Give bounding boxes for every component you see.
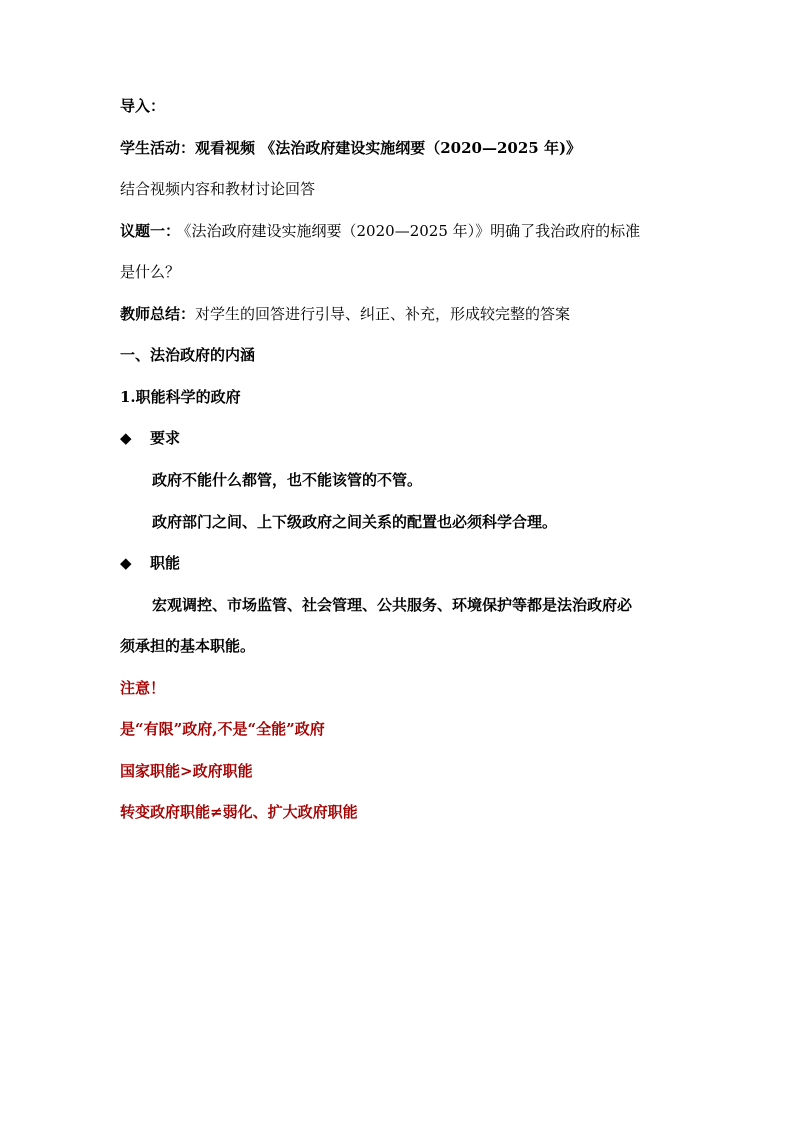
discussion-instruction: 结合视频内容和教材讨论回答 [120, 180, 316, 198]
topic-one-line [120, 221, 640, 241]
subsection-heading: 1.职能科学的政府 [120, 388, 241, 406]
student-activity-text: 观看视频 《法治政府建设实施纲要（2020—2025 年)》 [195, 139, 582, 157]
diamond-bullet-icon: ◆ [120, 554, 132, 572]
requirement-item: 政府部门之间、上下级政府之间关系的配置也必须科学合理。 [152, 513, 558, 531]
functions-text-line2: 须承担的基本职能。 [120, 637, 256, 655]
section-heading: 一、法治政府的内涵 [120, 346, 256, 364]
topic-one-label: 议题一： [120, 222, 181, 240]
note-item: 是“有限”政府,不是“全能”政府 [120, 720, 325, 738]
topic-one-continuation: 是什么？ [120, 263, 181, 281]
functions-label: 职能 [150, 554, 181, 572]
functions-text-line1: 宏观调控、市场监管、社会管理、公共服务、环境保护等都是法治政府必 [152, 596, 633, 614]
note-item: 转变政府职能≠弱化、扩大政府职能 [120, 803, 358, 821]
teacher-summary-text: 对学生的回答进行引导、纠正、补充，形成较完整的答案 [195, 305, 571, 323]
requirements-bullet [120, 428, 180, 448]
topic-one-text: 《法治政府建设实施纲要（2020—2025 年）》明确了我治政府的标准 [184, 222, 641, 240]
teacher-summary-label: 教师总结： [120, 305, 196, 323]
requirement-item: 政府不能什么都管，也不能该管的不管。 [152, 471, 423, 489]
note-item: 国家职能>政府职能 [120, 762, 253, 780]
teacher-summary-line [120, 304, 570, 324]
intro-heading: 导入： [120, 97, 166, 115]
student-activity-label: 学生活动： [120, 139, 196, 157]
functions-bullet [120, 553, 180, 573]
student-activity-line [120, 138, 581, 158]
diamond-bullet-icon: ◆ [120, 429, 132, 447]
requirements-label: 要求 [150, 429, 181, 447]
notes-heading: 注意！ [120, 679, 166, 697]
